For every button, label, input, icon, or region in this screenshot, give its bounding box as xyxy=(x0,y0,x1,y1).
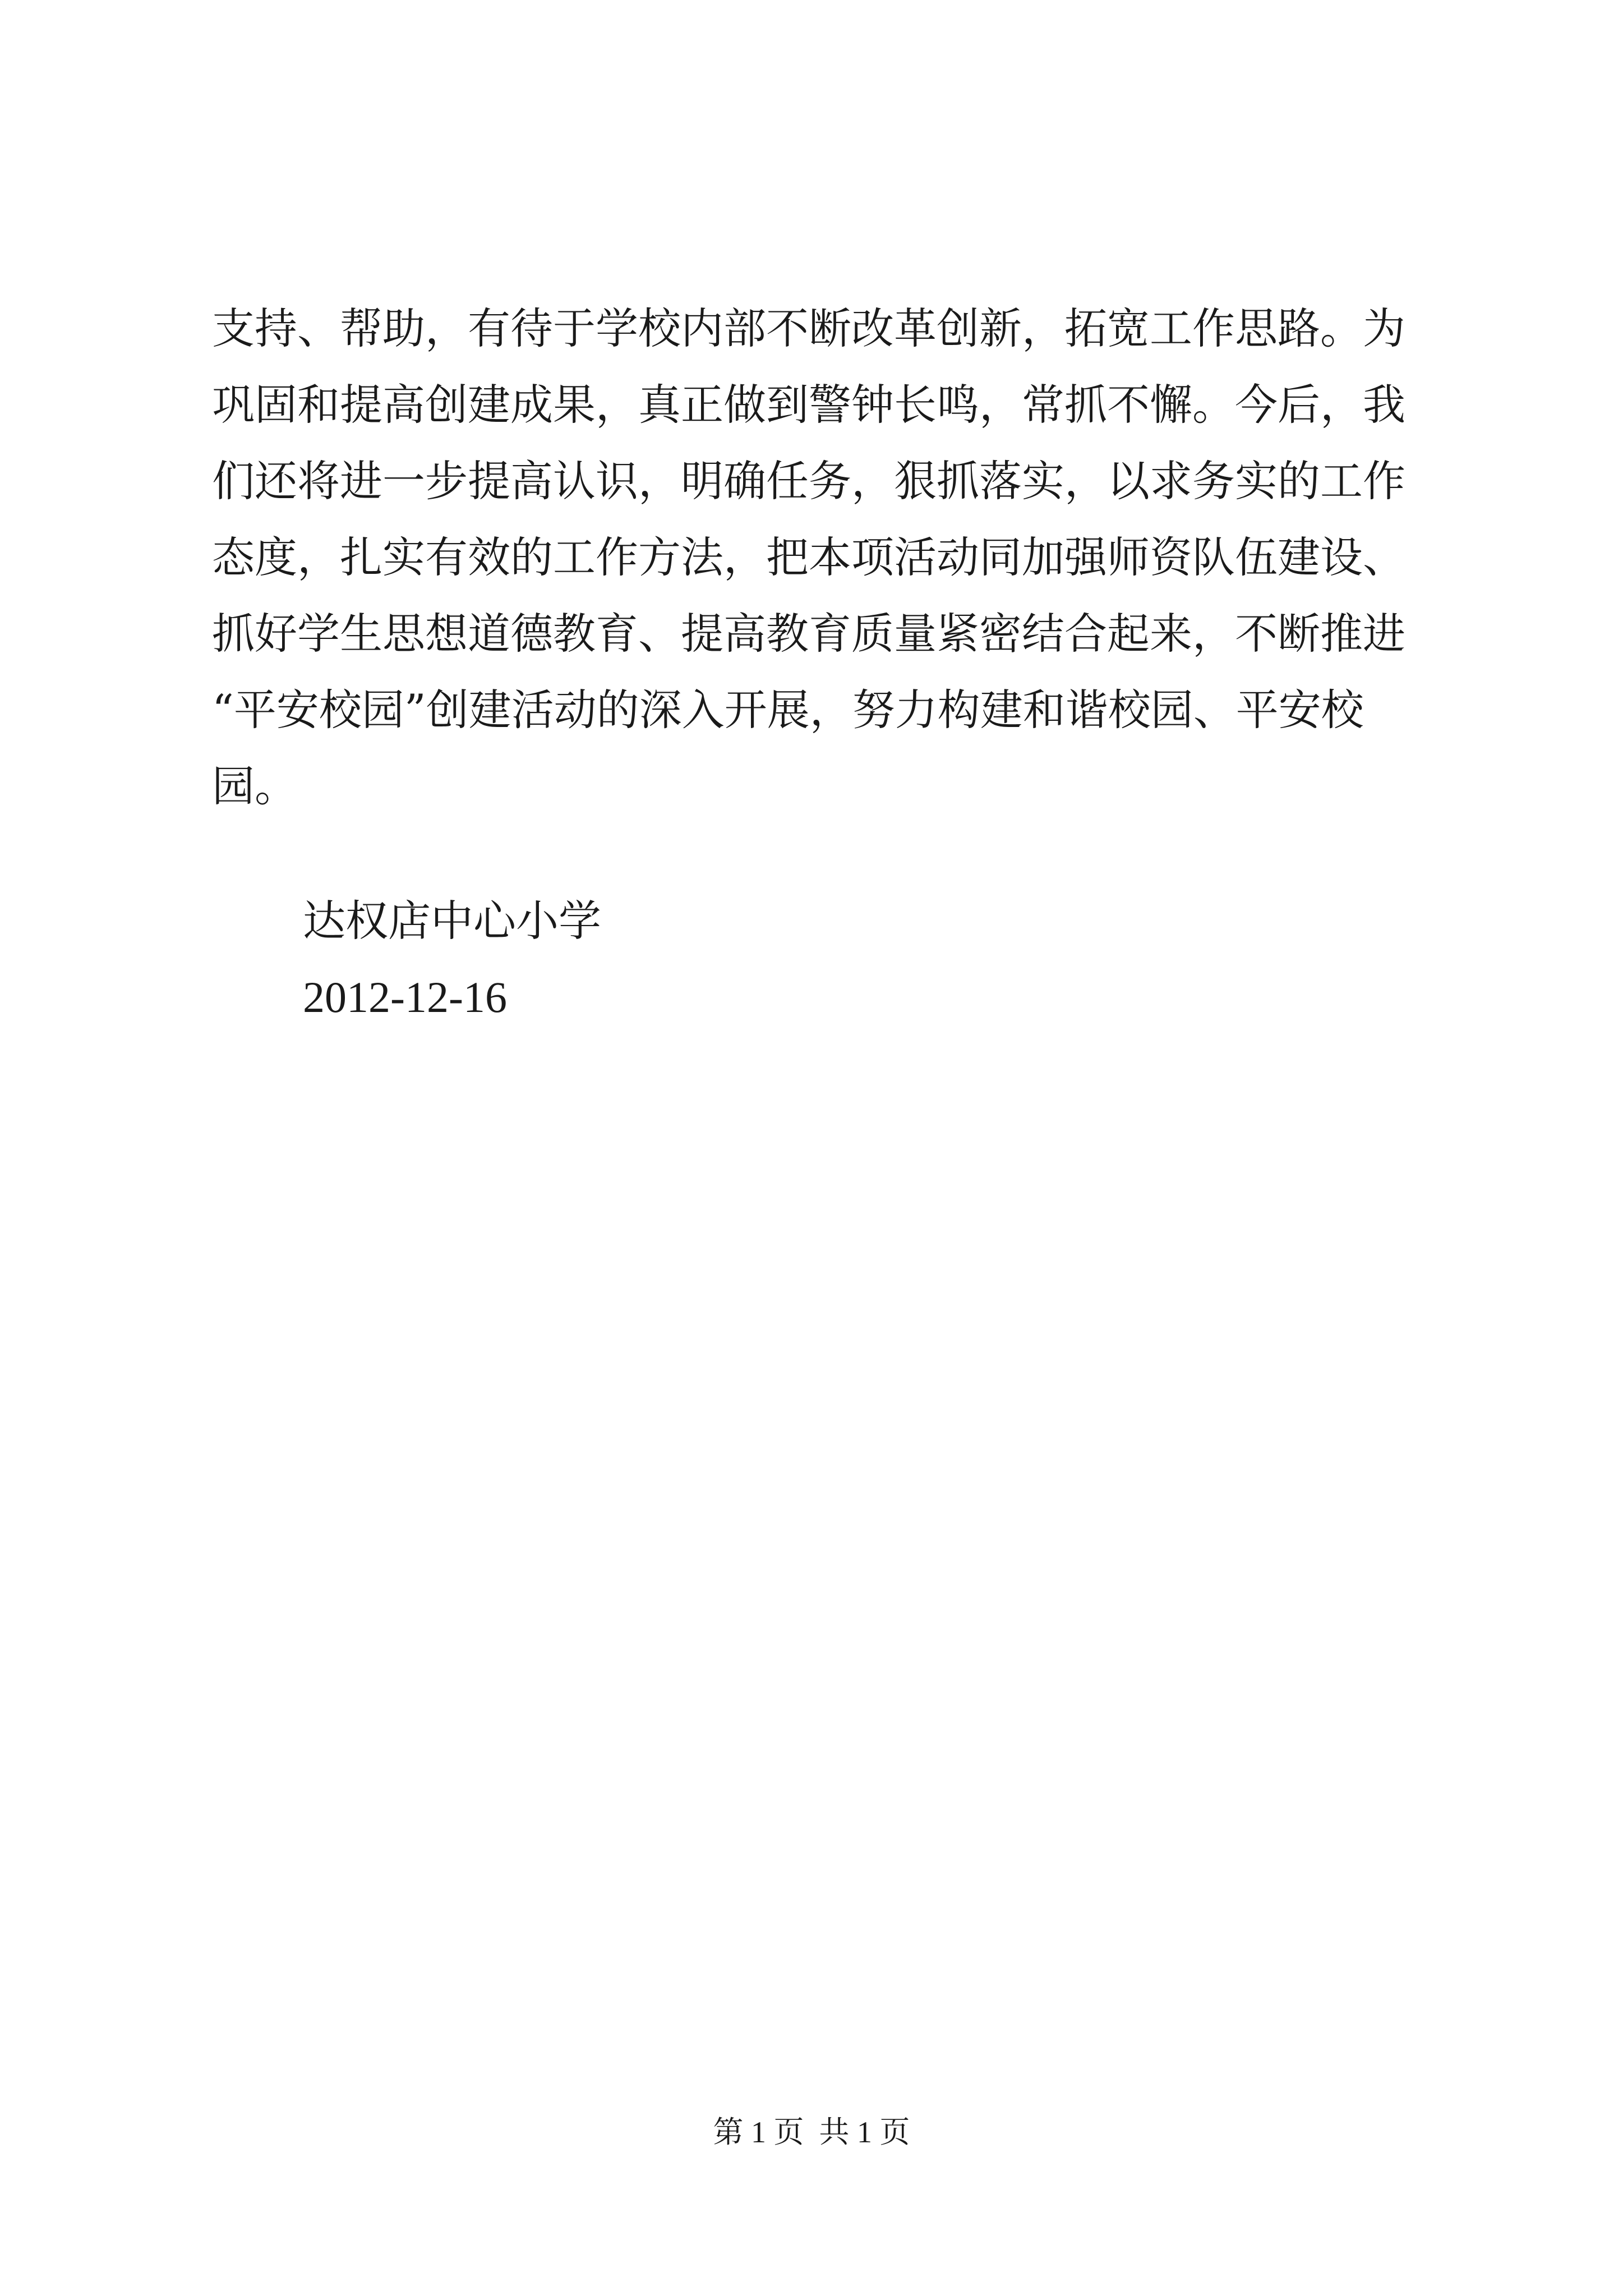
paragraph-line: “平安校园”创建活动的深入开展，努力构建和谐校园、平安校 xyxy=(212,685,1364,735)
signature-school: 达权店中心小学 xyxy=(303,896,601,946)
page-footer: 第 1 页 共 1 页 xyxy=(713,2115,910,2149)
paragraph-line: 态度，扎实有效的工作方法，把本项活动同加强师资队伍建设、 xyxy=(212,532,1405,582)
body-paragraph xyxy=(212,291,1412,825)
paragraph-line: 们还将进一步提高认识，明确任务，狠抓落实，以求务实的工作 xyxy=(212,456,1405,506)
signature-date: 2012-12-16 xyxy=(303,973,507,1022)
paragraph-line: 抓好学生思想道德教育、提高教育质量紧密结合起来，不断推进 xyxy=(212,609,1405,659)
paragraph-line: 巩固和提高创建成果，真正做到警钟长鸣，常抓不懈。今后，我 xyxy=(212,380,1405,430)
paragraph-line: 园。 xyxy=(212,761,297,811)
paragraph-line: 支持、帮助，有待于学校内部不断改革创新，拓宽工作思路。为 xyxy=(212,303,1405,353)
